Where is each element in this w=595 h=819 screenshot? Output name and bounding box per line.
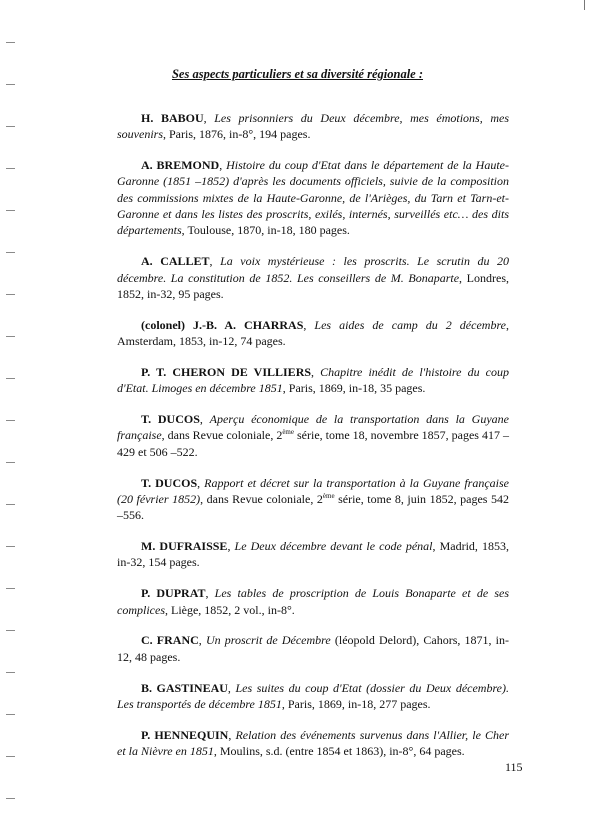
margin-tick — [6, 294, 15, 295]
entry-author: P. T. CHERON DE VILLIERS — [141, 364, 312, 379]
margin-tick — [6, 462, 15, 463]
bibliography-entry — [117, 411, 509, 460]
bibliography-entry — [117, 364, 509, 397]
entry-title: Les aides de camp du 2 décembre — [314, 317, 506, 332]
entry-author: P. HENNEQUIN — [141, 727, 229, 742]
entry-author: (colonel) J.-B. A. CHARRAS — [141, 317, 304, 332]
margin-tick — [6, 504, 15, 505]
entry-author: A. CALLET — [141, 254, 210, 269]
margin-tick — [6, 546, 15, 547]
margin-tick — [6, 126, 15, 127]
entry-separator: , — [199, 412, 210, 427]
entry-separator: , — [228, 727, 236, 742]
entry-author: B. GASTINEAU — [141, 680, 228, 695]
entry-separator: , — [203, 111, 215, 125]
entry-publication: (léopold Delord), Cahors, 1871, in-12, 48 pages. — [117, 633, 510, 664]
entry-title: Rapport et décret sur la transportation à la Guyane française (20 février 1852) — [117, 475, 509, 506]
entry-publication: , Liège, 1852, 2 vol., in-8°. — [164, 602, 295, 617]
entry-publication: , Madrid, 1853, in-32, 154 pages. — [117, 539, 510, 570]
margin-tick — [6, 84, 15, 85]
entry-superscript: ème — [282, 428, 294, 437]
bibliography-entry — [117, 538, 509, 571]
entry-author: P. DUPRAT — [141, 586, 206, 601]
bibliography-entry — [117, 632, 509, 665]
entry-title: Les suites du coup d'Etat (dossier du Deux décembre). Les transportés de décembre 1851 — [117, 680, 510, 711]
entry-title: La voix mystérieuse : les proscrits. Le scrutin du 20 décembre. La constitution de 1852. Les conseillers de M. Bonaparte — [117, 254, 510, 285]
bibliography-entry — [117, 727, 509, 760]
entry-publication: , Amsterdam, 1853, in-12, 74 pages. — [117, 317, 509, 349]
margin-tick — [6, 630, 15, 631]
entry-separator: , — [227, 680, 236, 695]
entry-title: Les prisonniers du Deux décembre, mes émotions, mes souvenirs — [117, 111, 509, 142]
entry-separator: , — [303, 317, 315, 332]
entry-separator: , — [209, 254, 221, 269]
entry-author: T. DUCOS — [141, 475, 198, 490]
entry-publication: , Toulouse, 1870, in-18, 180 pages. — [181, 223, 350, 238]
entry-title: Chapitre inédit de l'histoire du coup d'Etat. Limoges en décembre 1851 — [117, 364, 509, 396]
entry-separator: , — [197, 475, 205, 490]
margin-tick — [6, 336, 15, 337]
entry-author: M. DUFRAISSE — [141, 539, 228, 554]
entry-author: H. BABOU — [141, 111, 204, 125]
margin-tick — [6, 798, 15, 799]
entry-superscript: ème — [322, 491, 335, 500]
entry-publication: , dans Revue coloniale, 2 — [200, 491, 323, 506]
bibliography-entry — [117, 475, 509, 524]
page-number: 115 — [505, 760, 523, 774]
entry-publication-cont: série, tome 18, novembre 1857, pages 417 –429 et 506 –522. — [117, 428, 509, 459]
entry-separator: , — [205, 586, 215, 601]
margin-tick — [6, 714, 15, 715]
entry-separator: , — [219, 158, 227, 173]
bibliography-entry — [117, 585, 509, 618]
margin-tick — [6, 42, 15, 43]
section-heading: Ses aspects particuliers et sa diversité régionale : — [171, 67, 424, 81]
entry-publication: , dans Revue coloniale, 2 — [161, 428, 283, 443]
entry-separator: , — [227, 539, 235, 554]
entry-publication: , Moulins, s.d. (entre 1854 et 1863), in-8°, 64 pages. — [213, 744, 465, 759]
bibliography-list — [117, 110, 509, 774]
entry-author: C. FRANC — [141, 633, 199, 648]
bibliography-entry — [117, 253, 509, 302]
entry-publication-cont: série, tome 8, juin 1852, pages 542 –556. — [117, 491, 510, 523]
margin-tick — [6, 756, 15, 757]
entry-title: Les tables de proscription de Louis Bonaparte et de ses complices — [117, 586, 509, 617]
entry-publication: , Paris, 1869, in-18, 35 pages. — [282, 381, 426, 396]
margin-tick — [6, 420, 15, 421]
binding-margin-marks — [6, 0, 18, 819]
margin-tick — [6, 168, 15, 169]
entry-publication: , Paris, 1876, in-8°, 194 pages. — [163, 127, 311, 142]
entry-author: A. BREMOND — [141, 158, 220, 173]
entry-publication: , Paris, 1869, in-18, 277 pages. — [281, 696, 431, 711]
entry-title: Relation des événements survenus dans l'Allier, le Cher et la Nièvre en 1851 — [117, 727, 509, 759]
bibliography-entry — [117, 317, 509, 350]
margin-tick — [6, 252, 15, 253]
entry-title: Aperçu économique de la transportation dans la Guyane française — [117, 412, 510, 443]
entry-publication: , Londres, 1852, in-32, 95 pages. — [117, 270, 509, 301]
entry-title: Le Deux décembre devant le code pénal — [234, 539, 433, 554]
entry-title: Histoire du coup d'Etat dans le département de la Haute-Garonne (1851 –1852) d'après les documents officiels, suivie de la composition des commissions mixtes de la Haute-Garonne, de l'Arièges, du Tarn et Tarn-et-Garonne et dans les listes des proscrits, exilés, internés, surveillés etc… des dits départements — [117, 158, 509, 238]
margin-tick — [6, 588, 15, 589]
bibliography-entry — [117, 157, 509, 238]
bibliography-entry — [117, 680, 509, 713]
margin-tick — [6, 672, 15, 673]
bibliography-entry — [117, 110, 509, 143]
entry-separator: , — [198, 633, 206, 648]
margin-tick — [6, 210, 15, 211]
entry-title: Un proscrit de Décembre — [205, 633, 331, 648]
entry-separator: , — [311, 364, 321, 379]
margin-tick — [6, 378, 15, 379]
scan-corner-mark — [584, 0, 585, 10]
entry-author: T. DUCOS — [141, 412, 200, 427]
